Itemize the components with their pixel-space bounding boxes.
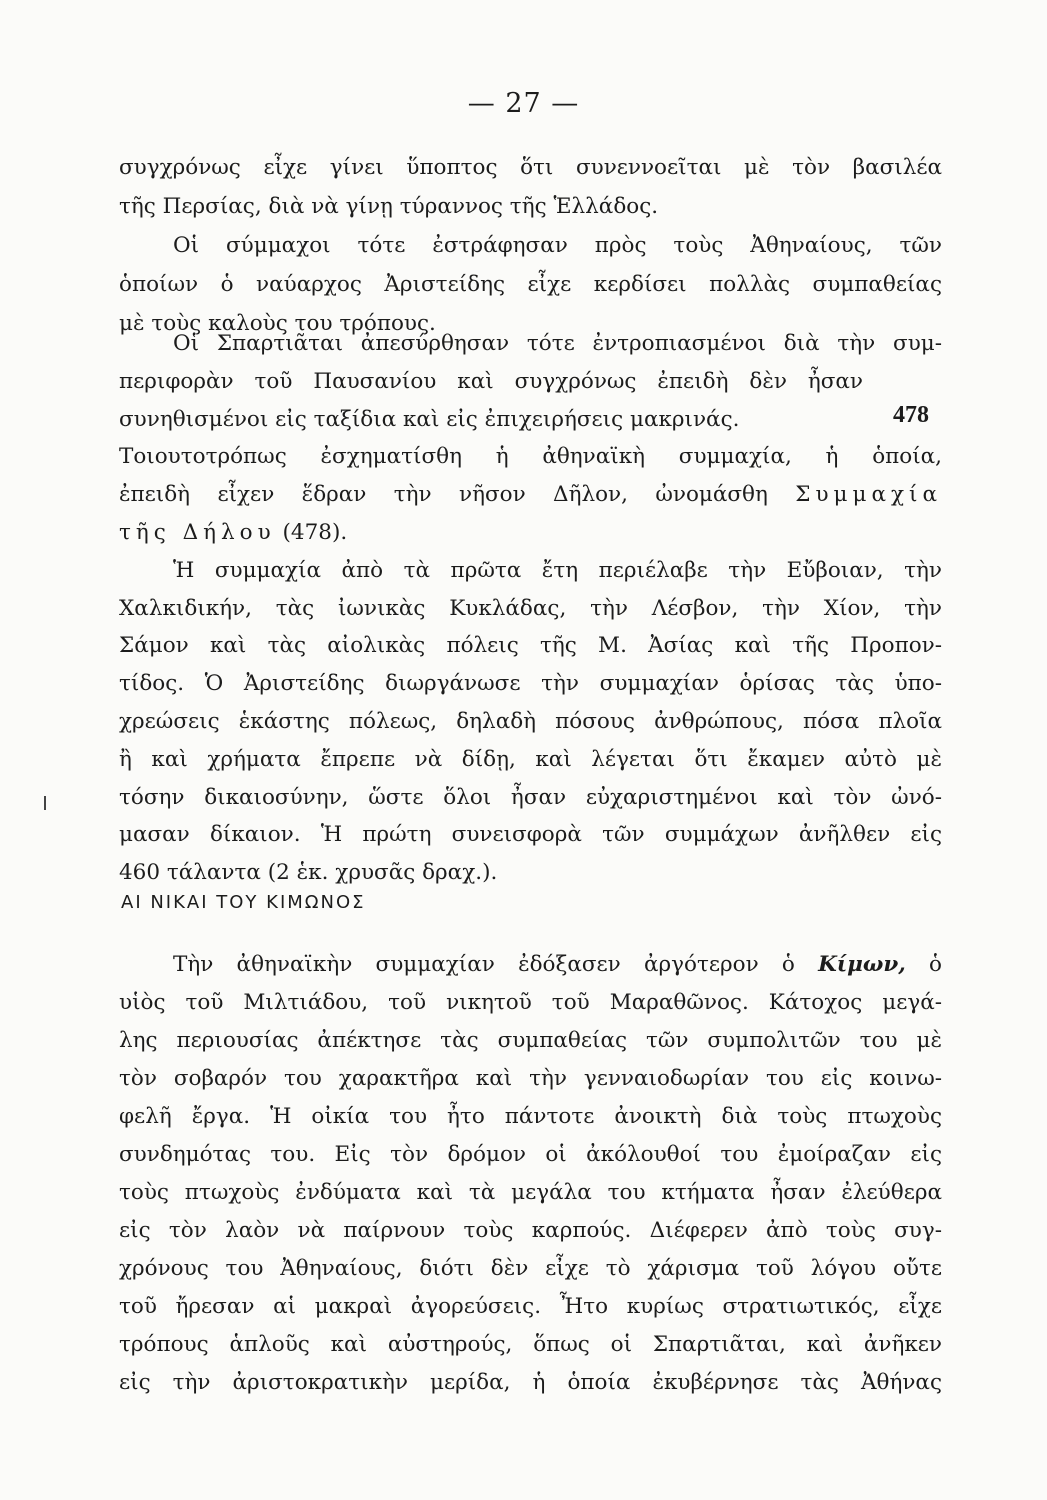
term-emphasis: τῆς Δήλου bbox=[119, 520, 276, 545]
text-line: μὲ τοὺς καλοὺς του τρόπους. bbox=[119, 311, 436, 336]
text-line: τοῦ ἤρεσαν αἱ μακραὶ ἀγορεύσεις. Ἦτο κυρίως στρατιωτικός, εἶχε bbox=[119, 1294, 942, 1319]
text-line: φελῆ ἔργα. Ἡ οἰκία του ἦτο πάντοτε ἀνοικτὴ διὰ τοὺς πτωχοὺς bbox=[119, 1104, 942, 1129]
text-line: 460 τάλαντα (2 ἑκ. χρυσᾶς δραχ.). bbox=[119, 860, 498, 885]
text-line bbox=[119, 475, 942, 515]
text-run: ὁ bbox=[905, 952, 942, 977]
text-line: εἰς τὸν λαὸν νὰ παίρνουν τοὺς καρπούς. Διέφερεν ἀπὸ τοὺς συγ- bbox=[119, 1218, 942, 1243]
text-line: ὁποίων ὁ ναύαρχος Ἀριστείδης εἶχε κερδίσει πολλὰς συμπαθείας bbox=[119, 272, 942, 297]
text-line: χρόνους του Ἀθηναίους, διότι δὲν εἶχε τὸ χάρισμα τοῦ λόγου οὔτε bbox=[119, 1256, 942, 1281]
text-line: τὸν σοβαρόν του χαρακτῆρα καὶ τὴν γενναιοδωρίαν του εἰς κοινω- bbox=[119, 1066, 942, 1091]
text-line: χρεώσεις ἑκάστης πόλεως, δηλαδὴ πόσους ἀνθρώπους, πόσα πλοῖα bbox=[119, 709, 942, 734]
margin-note-year: 478 bbox=[893, 402, 929, 428]
text-run: Τὴν ἀθηναϊκὴν συμμαχίαν ἐδόξασεν ἀργότερον ὁ bbox=[173, 952, 819, 977]
text-line bbox=[119, 513, 942, 553]
text-line: τόσην δικαιοσύνην, ὥστε ὅλοι ἦσαν εὐχαριστημένοι καὶ τὸν ὠνό- bbox=[119, 785, 942, 810]
text-line: Οἱ Σπαρτιᾶται ἀπεσύρθησαν τότε ἐντροπιασμένοι διὰ τὴν συμ- bbox=[173, 331, 942, 356]
text-line: Τοιουτοτρόπως ἐσχηματίσθη ἡ ἀθηναϊκὴ συμμαχία, ἡ ὁποία, bbox=[119, 444, 942, 469]
text-line: μασαν δίκαιον. Ἡ πρώτη συνεισφορὰ τῶν συμμάχων ἀνῆλθεν εἰς bbox=[119, 822, 942, 847]
text-line bbox=[119, 945, 942, 985]
name-emphasis: Κίμων, bbox=[818, 952, 906, 977]
term-emphasis: Συμμαχία bbox=[795, 482, 942, 507]
text-line: τρόπους ἁπλοῦς καὶ αὐστηρούς, ὅπως οἱ Σπαρτιᾶται, καὶ ἀνῆκεν bbox=[119, 1332, 942, 1357]
text-line: τοὺς πτωχοὺς ἐνδύματα καὶ τὰ μεγάλα του κτήματα ἦσαν ἐλεύθερα bbox=[119, 1180, 942, 1205]
text-line: υἱὸς τοῦ Μιλτιάδου, τοῦ νικητοῦ τοῦ Μαραθῶνος. Κάτοχος μεγά- bbox=[119, 990, 942, 1015]
text-line: περιφορὰν τοῦ Παυσανίου καὶ συγχρόνως ἐπειδὴ δὲν ἦσαν bbox=[119, 369, 863, 394]
text-line: τῆς Περσίας, διὰ νὰ γίνῃ τύραννος τῆς Ἑλλάδος. bbox=[119, 194, 659, 219]
text-line: εἰς τὴν ἀριστοκρατικὴν μερίδα, ἡ ὁποία ἐκυβέρνησε τὰς Ἀθήνας bbox=[119, 1370, 942, 1395]
text-line: συνδημότας του. Εἰς τὸν δρόμον οἱ ἀκόλουθοί του ἐμοίραζαν εἰς bbox=[119, 1142, 942, 1167]
text-line: συνηθισμένοι εἰς ταξίδια καὶ εἰς ἐπιχειρήσεις μακρινάς. bbox=[119, 407, 740, 432]
text-line: λης περιουσίας ἀπέκτησε τὰς συμπαθείας τῶν συμπολιτῶν του μὲ bbox=[119, 1028, 942, 1053]
text-run: ἐπειδὴ εἶχεν ἕδραν τὴν νῆσον Δῆλον, ὠνομάσθη bbox=[119, 482, 796, 507]
text-run: (478). bbox=[275, 520, 348, 545]
text-line: ἢ καὶ χρήματα ἔπρεπε νὰ δίδῃ, καὶ λέγεται ὅτι ἔκαμεν αὐτὸ μὲ bbox=[119, 747, 942, 772]
text-line: Ἡ συμμαχία ἀπὸ τὰ πρῶτα ἔτη περιέλαβε τὴν Εὔβοιαν, τὴν bbox=[173, 558, 942, 583]
text-line: τίδος. Ὁ Ἀριστείδης διωργάνωσε τὴν συμμαχίαν ὁρίσας τὰς ὑπο- bbox=[119, 671, 942, 696]
text-line: Χαλκιδικήν, τὰς ἰωνικὰς Κυκλάδας, τὴν Λέσβον, τὴν Χίον, τὴν bbox=[119, 596, 942, 621]
text-line: συγχρόνως εἶχε γίνει ὕποπτος ὅτι συνεννοεῖται μὲ τὸν βασιλέα bbox=[119, 155, 942, 180]
text-line: Σάμον καὶ τὰς αἰολικὰς πόλεις τῆς Μ. Ἀσίας καὶ τῆς Προπον- bbox=[119, 633, 942, 658]
margin-mark bbox=[44, 796, 46, 810]
section-heading: ΑΙ ΝΙΚΑΙ ΤΟΥ ΚΙΜΩΝΟΣ bbox=[121, 892, 366, 913]
text-line: Οἱ σύμμαχοι τότε ἐστράφησαν πρὸς τοὺς Ἀθηναίους, τῶν bbox=[173, 233, 942, 258]
page-number: — 27 — bbox=[467, 88, 580, 119]
